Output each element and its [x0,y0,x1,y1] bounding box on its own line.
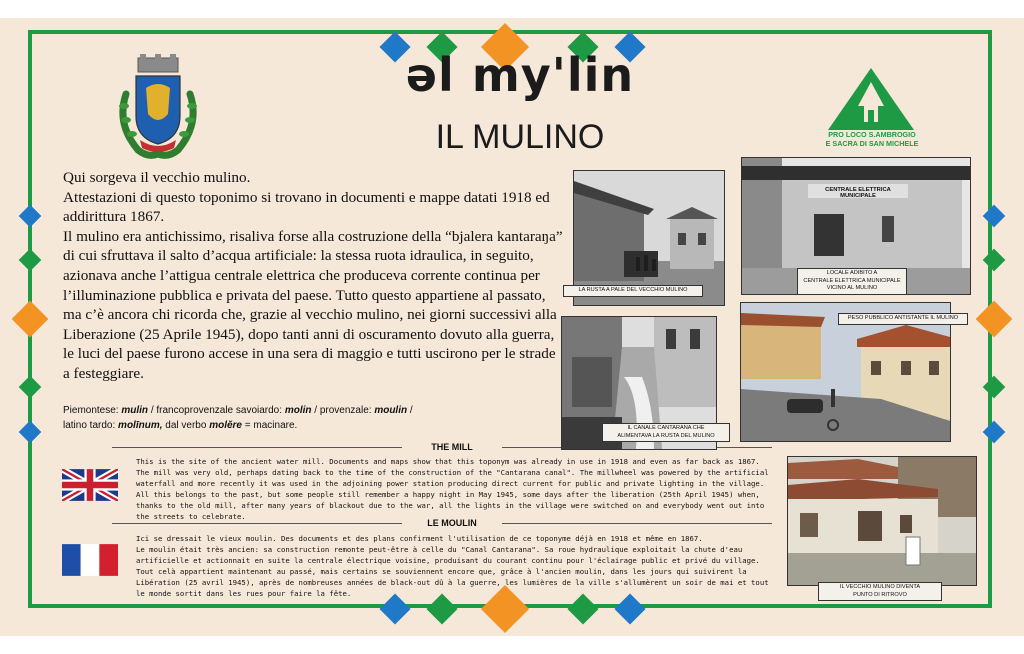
etym-word: mulin [121,405,149,416]
italian-paragraph: Qui sorgeva il vecchio mulino. [63,169,251,186]
etym-label: provenzale: [319,405,372,416]
italian-paragraph: Il mulino era antichissimo, risaliva forse alla costruzione della “bjalera kantaraŋa” di cui sfruttava il salto d’acqua artificiale: la stessa ruota idraulica, in seguito, azionava anche l’attigua centrale elettrica che produceva corrente continua per l’illuminazione pubblica e privata del paese. Tutto questo appartiene al passato, ma c’è ancora chi ricorda che, grazie al vecchio mulino, nei giorni successivi alla Liberazione (25 Aprile 1945), dopo tanti anni di oscuramento dovuto alla guerra, le luci del paese furono accese in una sera di maggio e tutti uscirono per le strade a festeggiare. [63,227,563,382]
caption-cantarana-canal [602,423,730,442]
french-paragraph: Ici se dressait le vieux moulin. Des documents et des plans confirment l'utilisation de ce toponyme déjà en 1918 et même en 1867. [136,534,703,543]
caption-line: ALIMENTAVA LA RUSTA DEL MULINO [617,432,715,439]
divider-line [112,447,402,448]
etym-word: molin [284,405,312,416]
power-station-sign: CENTRALE ELETTRICA MUNICIPALE [825,187,891,199]
etym-text: dal verbo [165,420,207,431]
etym-word: moulin [374,405,408,416]
caption-power-station [797,268,907,295]
caption-line: VICINO AL MULINO [826,285,878,291]
page-title: əl my'lin [405,48,635,102]
italian-paragraph: Attestazioni di questo toponimo si trovano in documenti e mappe datati 1918 ed addirittura 1867. [63,188,550,226]
etym-separator: / [150,405,154,416]
photo-old-mill-image [788,457,976,585]
caption-line: PUNTO DI RITROVO [853,591,907,598]
coat-of-arms-icon [112,54,204,160]
caption-line: IL CANALE CANTARANA CHE [627,425,705,431]
caption-water-wheel: LA RUSTA A PALE DEL VECCHIO MULINO [563,285,703,297]
etym-separator: / [314,405,318,416]
logo-line-2: E SACRA DI SAN MICHELE [825,138,919,148]
etym-word: molĕre [209,420,242,431]
etym-word: molīnum, [118,420,163,431]
french-paragraph: Le moulin était très ancien: sa construction remonte peut-être à celle du "Canal Cantarana". Sa roue hydraulique exploitait la chute d'eau artificielle et actionnait en suite la centrale électrique voisine, produisant du courant continu pour l'éclairage public et privé du village. Tout celà appartient maintenant au passé, mais certains se souviennent encore que, grâce à l'ancien moulin, dans les jours qui suivirent la Libération (25 avril 1945), après de nombreuses années de black-out dû à la guerre, les lumières de la ville s'allumèrent un soir de mai et tout le monde sortit dans les rues pour faire la fête. [136,545,769,598]
uk-flag-icon [62,469,118,501]
italian-text [63,168,563,384]
english-text [136,456,776,522]
pro-loco-logo-icon [826,66,916,132]
caption-line: LOCALE ADIBITO A [826,270,878,276]
caption-line: CENTRALE ELETTRICA MUNICIPALE [803,277,901,284]
english-heading: THE MILL [431,442,473,452]
divider-line [502,523,772,524]
etym-label: Piemontese: [63,405,119,416]
pro-loco-logo-text [810,131,934,148]
caption-public-weigh-station: PESO PUBBLICO ANTISTANTE IL MULINO [838,313,968,325]
caption-old-mill-meeting-point [818,582,942,601]
etym-separator: / [409,405,413,416]
divider-line [112,523,402,524]
etymology-note [63,403,533,433]
logo-line-1: PRO LOCO S.AMBROGIO [828,130,916,139]
etym-label: francoprovenzale savoiardo: [156,405,283,416]
english-paragraph: This is the site of the ancient water mill. Documents and maps show that this toponym was already in use in 1918 and even as far back as 1867. The mill was very old, perhaps dating back to the time of the construction of the "Cantarana canal". The millwheel was powered by the artificial waterfall and more recently it was used in the adjoining power station producing direct current for public and private lighting in the village. All this belongs to the past, but some people still remember a happy night in May 1945, some days after the liberation (25th April 1945) when, thanks to the old mill, after many years of blackout due to the war, all the lights in the village were switched on and everybody went out into the streets to celebrate. [136,457,769,521]
etym-text: = macinare. [244,420,298,431]
etym-label: latino tardo: [63,420,116,431]
caption-line: IL VECCHIO MULINO DIVENTA [839,584,921,590]
french-heading: LE MOULIN [427,518,477,528]
france-flag-icon [62,544,118,576]
french-text [136,533,776,599]
photo-old-mill-meeting-point [787,456,977,586]
page-subtitle: IL MULINO [435,118,605,156]
